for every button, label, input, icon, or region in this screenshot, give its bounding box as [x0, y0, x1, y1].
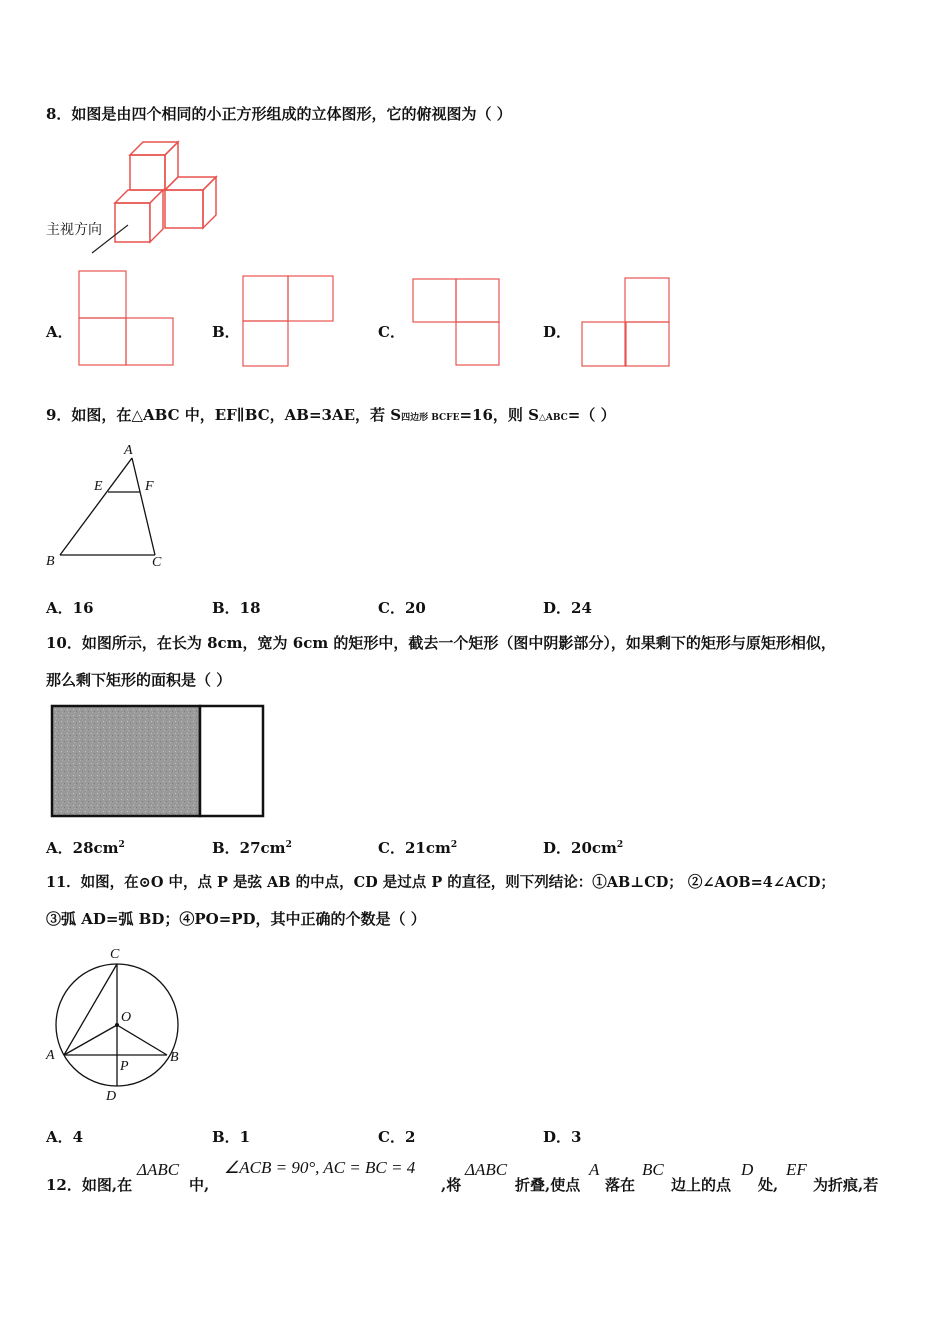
- q8-option-a[interactable]: A．: [46, 323, 73, 341]
- q12-math-triangle-2: ΔABC: [465, 1160, 508, 1179]
- q9-label-e: E: [94, 479, 103, 494]
- q11-option-a[interactable]: A．4: [46, 1128, 84, 1146]
- q11-label-o: O: [121, 1010, 132, 1025]
- q8-direction-label: 主视方向: [46, 222, 102, 238]
- q11-label-d: D: [106, 1089, 117, 1104]
- q10-option-d-sup: 2: [616, 840, 624, 850]
- q9-stem-sub2: △ABC: [538, 413, 568, 423]
- q9-option-c[interactable]: C．20: [378, 599, 426, 617]
- q9-label-c: C: [152, 555, 162, 570]
- q12-math-point-a: A: [589, 1160, 600, 1179]
- q11-label-a: A: [46, 1048, 55, 1063]
- q9-option-a[interactable]: A．16: [46, 599, 94, 617]
- q12-part5: 落在: [605, 1176, 636, 1194]
- q10-option-c-sup: 2: [450, 840, 458, 850]
- q12-math-condition: ∠ACB = 90°, AC = BC = 4: [224, 1158, 416, 1177]
- q10-option-c-text: C．21cm: [378, 839, 451, 857]
- q9-label-b: B: [46, 554, 55, 569]
- q11-label-p: P: [120, 1059, 129, 1074]
- q12-math-ef: EF: [786, 1160, 807, 1179]
- q12-part6: 边上的点: [671, 1176, 732, 1194]
- q12-part3: ,将: [441, 1176, 462, 1194]
- q11-option-c[interactable]: C．2: [378, 1128, 416, 1146]
- q11-label-c: C: [110, 947, 120, 962]
- q12-part2: 中,: [189, 1176, 210, 1194]
- q9-stem-sub1: 四边形 BCFE: [401, 413, 460, 423]
- q8-stem: 8．如图是由四个相同的小正方形组成的立体图形，它的俯视图为（ ）: [46, 105, 512, 123]
- q10-option-b-text: B．27cm: [212, 839, 286, 857]
- q11-segment-oa: [64, 1025, 117, 1055]
- q9-stem-c: =（ ）: [567, 406, 616, 424]
- q12-part4: 折叠,使点: [515, 1176, 581, 1194]
- q12-math-bc: BC: [642, 1160, 664, 1179]
- q9-label-a: A: [124, 443, 133, 458]
- q9-stem-b: =16，则 S: [459, 406, 539, 424]
- q9-option-b[interactable]: B．18: [212, 599, 261, 617]
- q11-stem-line2: ③弧 AD=弧 BD；④PO=PD，其中正确的个数是（ ）: [46, 910, 426, 928]
- q11-stem-line1: 11．如图，在⊙O 中，点 P 是弦 AB 的中点，CD 是过点 P 的直径，则下列结论：①AB⊥CD； ②∠AOB=4∠ACD；: [46, 874, 835, 891]
- q10-option-a-sup: 2: [118, 840, 125, 850]
- q12-part7: 处,: [758, 1176, 779, 1194]
- q10-option-d-text: D．20cm: [543, 839, 617, 857]
- q12-math-point-d: D: [741, 1160, 754, 1179]
- q10-stem-line2: 那么剩下矩形的面积是（ ）: [46, 671, 232, 689]
- q10-option-b-sup: 2: [285, 840, 292, 850]
- q12-part8: 为折痕,若: [813, 1176, 879, 1194]
- q8-option-b[interactable]: B．: [212, 323, 240, 341]
- q11-center-dot: [115, 1023, 119, 1027]
- q11-label-b: B: [170, 1050, 179, 1065]
- q11-segment-ob: [117, 1025, 167, 1055]
- q9-stem-a: 9．如图，在△ABC 中，EF∥BC，AB=3AE，若 S: [46, 406, 402, 424]
- q11-option-b[interactable]: B．1: [212, 1128, 251, 1146]
- q11-option-d[interactable]: D．3: [543, 1128, 582, 1146]
- q12-math-triangle-1: ΔABC: [137, 1160, 180, 1179]
- q12-part1: 12．如图,在: [46, 1176, 133, 1194]
- q9-label-f: F: [145, 479, 154, 494]
- q8-option-d[interactable]: D．: [543, 323, 572, 341]
- q9-option-d[interactable]: D．24: [543, 599, 592, 617]
- q10-stem-line1: 10．如图所示，在长为 8cm，宽为 6cm 的矩形中，截去一个矩形（图中阴影部分），如果剩下的矩形与原矩形相似，: [46, 634, 836, 652]
- q8-option-c[interactable]: C．: [378, 323, 405, 341]
- q11-segment-ca: [64, 964, 117, 1055]
- q10-option-a-text: A．28cm: [46, 839, 119, 857]
